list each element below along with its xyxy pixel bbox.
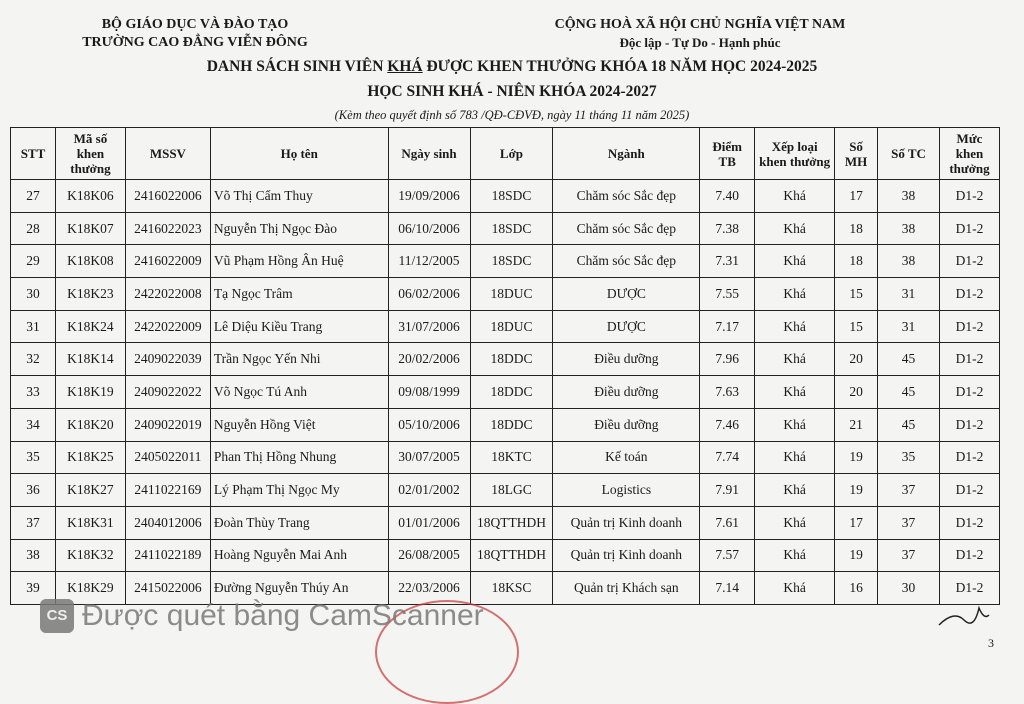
table-cell: D1-2 — [939, 343, 999, 376]
table-cell: Chăm sóc Sắc đẹp — [553, 245, 700, 278]
table-cell: D1-2 — [939, 506, 999, 539]
camscanner-watermark — [40, 598, 484, 634]
table-cell: 2404012006 — [125, 506, 210, 539]
table-cell: 19/09/2006 — [388, 180, 470, 213]
table-cell: 18SDC — [470, 180, 553, 213]
table-cell: 7.91 — [700, 474, 755, 507]
table-cell: 20 — [835, 376, 878, 409]
table-cell: D1-2 — [939, 310, 999, 343]
table-cell: 38 — [878, 212, 940, 245]
table-cell: Khá — [755, 376, 835, 409]
table-row — [11, 506, 1000, 539]
table-cell: D1-2 — [939, 376, 999, 409]
table-cell: Khá — [755, 310, 835, 343]
table-cell: 37 — [878, 474, 940, 507]
country-name: CỘNG HOÀ XÃ HỘI CHỦ NGHĨA VIỆT NAM — [554, 17, 846, 32]
table-cell: Quản trị Kinh doanh — [553, 506, 700, 539]
table-cell: 19 — [835, 474, 878, 507]
table-cell: Khá — [755, 343, 835, 376]
table-row — [11, 441, 1000, 474]
table-cell: Nguyễn Thị Ngọc Đào — [210, 212, 388, 245]
table-row — [11, 245, 1000, 278]
table-cell: 18SDC — [470, 212, 553, 245]
document-title — [0, 58, 1024, 76]
table-cell: 7.38 — [700, 212, 755, 245]
table-cell: 18QTTHDH — [470, 506, 553, 539]
table-cell: 31 — [878, 278, 940, 311]
table-cell: 36 — [11, 474, 56, 507]
table-cell: Phan Thị Hồng Nhung — [210, 441, 388, 474]
column-header: Điểm TB — [700, 128, 755, 180]
table-cell: 30/07/2005 — [388, 441, 470, 474]
table-cell: 11/12/2005 — [388, 245, 470, 278]
table-cell: 21 — [835, 408, 878, 441]
table-cell: 2405022011 — [125, 441, 210, 474]
table-cell: D1-2 — [939, 212, 999, 245]
table-cell: Võ Ngọc Tú Anh — [210, 376, 388, 409]
column-header: Số TC — [878, 128, 940, 180]
table-cell: K18K24 — [55, 310, 125, 343]
table-cell: 34 — [11, 408, 56, 441]
table-cell: Khá — [755, 180, 835, 213]
table-cell: 7.96 — [700, 343, 755, 376]
table-cell: 02/01/2002 — [388, 474, 470, 507]
table-cell: 06/02/2006 — [388, 278, 470, 311]
table-cell: 2415022006 — [125, 572, 210, 605]
title-underlined: KHÁ — [387, 58, 423, 75]
table-cell: 32 — [11, 343, 56, 376]
table-cell: Võ Thị Cẩm Thuy — [210, 180, 388, 213]
table-cell: 27 — [11, 180, 56, 213]
table-cell: 18DDC — [470, 376, 553, 409]
column-header: STT — [11, 128, 56, 180]
decision-note: (Kèm theo quyết định số 783 /QĐ-CĐVĐ, ngày 11 tháng 11 năm 2025) — [334, 108, 690, 122]
column-header: Xếp loại khen thưởng — [755, 128, 835, 180]
table-cell: 01/01/2006 — [388, 506, 470, 539]
table-cell: Khá — [755, 539, 835, 572]
table-cell: 2422022008 — [125, 278, 210, 311]
table-cell: Nguyễn Hồng Việt — [210, 408, 388, 441]
table-cell: 37 — [11, 506, 56, 539]
table-cell: 17 — [835, 506, 878, 539]
table-cell: 15 — [835, 278, 878, 311]
table-cell: Tạ Ngọc Trâm — [210, 278, 388, 311]
table-cell: 2409022039 — [125, 343, 210, 376]
table-cell: D1-2 — [939, 245, 999, 278]
table-cell: 18SDC — [470, 245, 553, 278]
table-cell: 7.31 — [700, 245, 755, 278]
table-cell: K18K08 — [55, 245, 125, 278]
table-cell: K18K32 — [55, 539, 125, 572]
table-cell: Quản trị Khách sạn — [553, 572, 700, 605]
table-cell: Trần Ngọc Yến Nhi — [210, 343, 388, 376]
table-cell: K18K31 — [55, 506, 125, 539]
table-cell: 31/07/2006 — [388, 310, 470, 343]
table-cell: D1-2 — [939, 408, 999, 441]
table-cell: 19 — [835, 539, 878, 572]
table-cell: Lê Diệu Kiều Trang — [210, 310, 388, 343]
table-cell: Kế toán — [553, 441, 700, 474]
table-cell: Khá — [755, 245, 835, 278]
table-cell: 16 — [835, 572, 878, 605]
table-cell: D1-2 — [939, 474, 999, 507]
table-cell: 39 — [11, 572, 56, 605]
table-cell: 35 — [11, 441, 56, 474]
table-cell: 7.14 — [700, 572, 755, 605]
column-header: Ngành — [553, 128, 700, 180]
table-cell: 20/02/2006 — [388, 343, 470, 376]
table-cell: K18K14 — [55, 343, 125, 376]
table-row — [11, 212, 1000, 245]
watermark-text: Được quét bằng CamScanner — [82, 599, 484, 632]
table-row — [11, 539, 1000, 572]
table-cell: 37 — [878, 506, 940, 539]
table-cell: Đường Nguyễn Thúy An — [210, 572, 388, 605]
table-cell: 7.61 — [700, 506, 755, 539]
table-cell: D1-2 — [939, 180, 999, 213]
table-cell: 7.63 — [700, 376, 755, 409]
table-cell: DƯỢC — [553, 310, 700, 343]
table-cell: 7.74 — [700, 441, 755, 474]
table-cell: 31 — [11, 310, 56, 343]
title-prefix: DANH SÁCH SINH VIÊN — [206, 58, 388, 75]
table-cell: Điều dưỡng — [553, 343, 700, 376]
table-cell: Điều dưỡng — [553, 376, 700, 409]
signature-icon — [934, 600, 994, 630]
table-cell: 2411022189 — [125, 539, 210, 572]
column-header: Mã số khen thưởng — [55, 128, 125, 180]
table-row — [11, 343, 1000, 376]
table-cell: 35 — [878, 441, 940, 474]
camscanner-logo-icon: CS — [40, 599, 74, 633]
table-cell: 05/10/2006 — [388, 408, 470, 441]
table-cell: 22/03/2006 — [388, 572, 470, 605]
title-suffix: ĐƯỢC KHEN THƯỞNG KHÓA 18 NĂM HỌC 2024-2025 — [422, 58, 818, 75]
column-header: Mức khen thưởng — [939, 128, 999, 180]
table-cell: Logistics — [553, 474, 700, 507]
table-cell: Khá — [755, 441, 835, 474]
table-cell: K18K20 — [55, 408, 125, 441]
table-cell: 18 — [835, 212, 878, 245]
column-header: Số MH — [835, 128, 878, 180]
table-cell: 18KTC — [470, 441, 553, 474]
table-cell: 15 — [835, 310, 878, 343]
table-cell: K18K19 — [55, 376, 125, 409]
table-cell: 33 — [11, 376, 56, 409]
table-cell: Chăm sóc Sắc đẹp — [553, 212, 700, 245]
table-cell: 18KSC — [470, 572, 553, 605]
table-header — [11, 128, 1000, 180]
table-cell: D1-2 — [939, 539, 999, 572]
table-cell: 7.40 — [700, 180, 755, 213]
table-cell: Khá — [755, 474, 835, 507]
table-cell: 2409022022 — [125, 376, 210, 409]
school-name: TRƯỜNG CAO ĐẲNG VIỄN ĐÔNG — [82, 35, 308, 50]
table-cell: Khá — [755, 506, 835, 539]
column-header: Lớp — [470, 128, 553, 180]
page-number: 3 — [988, 636, 994, 650]
column-header: MSSV — [125, 128, 210, 180]
table-cell: 06/10/2006 — [388, 212, 470, 245]
issuer-block — [60, 16, 330, 52]
table-cell: Hoàng Nguyễn Mai Anh — [210, 539, 388, 572]
table-cell: 2416022006 — [125, 180, 210, 213]
motto: Độc lập - Tự Do - Hạnh phúc — [619, 35, 781, 50]
table-cell: 28 — [11, 212, 56, 245]
table-cell: 30 — [11, 278, 56, 311]
table-cell: DƯỢC — [553, 278, 700, 311]
table-cell: 7.57 — [700, 539, 755, 572]
table-cell: 18DDC — [470, 343, 553, 376]
table-row — [11, 376, 1000, 409]
table-cell: 17 — [835, 180, 878, 213]
table-cell: D1-2 — [939, 572, 999, 605]
table-row — [11, 278, 1000, 311]
table-cell: K18K29 — [55, 572, 125, 605]
document-subtitle: HỌC SINH KHÁ - NIÊN KHÓA 2024-2027 — [367, 83, 657, 100]
table-cell: 7.46 — [700, 408, 755, 441]
table-cell: 2409022019 — [125, 408, 210, 441]
table-cell: 38 — [878, 245, 940, 278]
table-cell: Lý Phạm Thị Ngọc My — [210, 474, 388, 507]
table-cell: 18QTTHDH — [470, 539, 553, 572]
table-cell: Khá — [755, 278, 835, 311]
table-cell: 38 — [878, 180, 940, 213]
table-cell: D1-2 — [939, 441, 999, 474]
ministry-name: BỘ GIÁO DỤC VÀ ĐÀO TẠO — [101, 17, 289, 32]
table-cell: 2416022023 — [125, 212, 210, 245]
table-cell: 29 — [11, 245, 56, 278]
table-cell: K18K25 — [55, 441, 125, 474]
table-cell: 09/08/1999 — [388, 376, 470, 409]
table-cell: 20 — [835, 343, 878, 376]
table-cell: 2416022009 — [125, 245, 210, 278]
table-cell: D1-2 — [939, 278, 999, 311]
table-cell: 30 — [878, 572, 940, 605]
table-cell: 45 — [878, 376, 940, 409]
table-cell: Đoàn Thùy Trang — [210, 506, 388, 539]
table-cell: Điều dưỡng — [553, 408, 700, 441]
table-cell: 7.55 — [700, 278, 755, 311]
table-cell: Khá — [755, 572, 835, 605]
table-cell: 45 — [878, 408, 940, 441]
table-cell: 37 — [878, 539, 940, 572]
table-cell: 31 — [878, 310, 940, 343]
table-cell: 18LGC — [470, 474, 553, 507]
table-cell: K18K07 — [55, 212, 125, 245]
student-table — [10, 127, 1000, 605]
table-cell: 18DUC — [470, 310, 553, 343]
table-cell: Khá — [755, 408, 835, 441]
table-cell: Chăm sóc Sắc đẹp — [553, 180, 700, 213]
table-cell: 18DDC — [470, 408, 553, 441]
table-cell: K18K23 — [55, 278, 125, 311]
table-cell: 2422022009 — [125, 310, 210, 343]
table-cell: 2411022169 — [125, 474, 210, 507]
table-cell: Vũ Phạm Hồng Ân Huệ — [210, 245, 388, 278]
country-block — [520, 16, 880, 52]
column-header: Họ tên — [210, 128, 388, 180]
table-cell: 18DUC — [470, 278, 553, 311]
table-row — [11, 310, 1000, 343]
table-cell: 19 — [835, 441, 878, 474]
table-cell: K18K27 — [55, 474, 125, 507]
table-cell: 7.17 — [700, 310, 755, 343]
table-cell: 38 — [11, 539, 56, 572]
table-cell: K18K06 — [55, 180, 125, 213]
table-cell: Khá — [755, 212, 835, 245]
table-row — [11, 180, 1000, 213]
table-cell: 18 — [835, 245, 878, 278]
table-row — [11, 474, 1000, 507]
column-header: Ngày sinh — [388, 128, 470, 180]
table-cell: Quản trị Kinh doanh — [553, 539, 700, 572]
table-cell: 26/08/2005 — [388, 539, 470, 572]
table-row — [11, 408, 1000, 441]
table-cell: 45 — [878, 343, 940, 376]
